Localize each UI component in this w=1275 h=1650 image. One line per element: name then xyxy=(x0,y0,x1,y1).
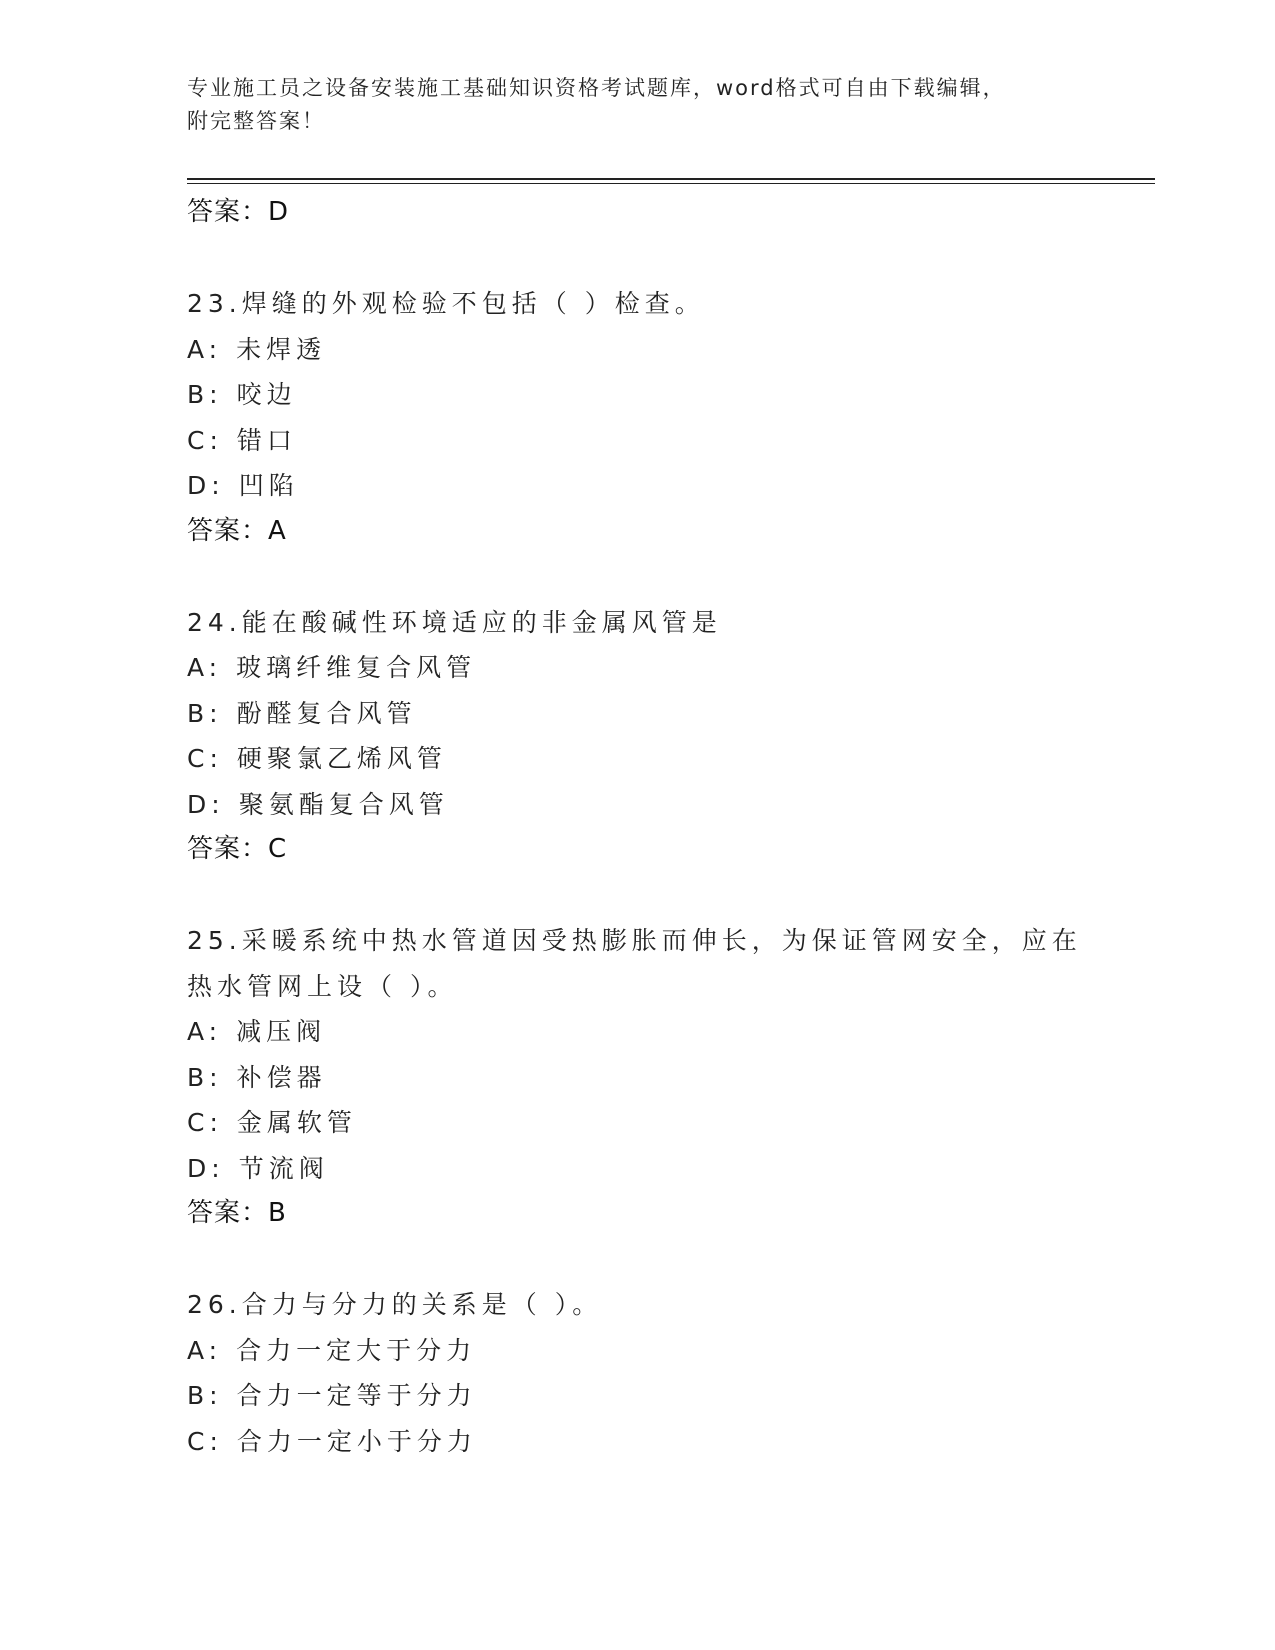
option-text: 合力一定大于分力 xyxy=(236,1335,477,1365)
option-label: B: xyxy=(187,1381,223,1410)
option-label: B: xyxy=(187,1062,223,1092)
option-label: D: xyxy=(187,1153,225,1183)
option-b xyxy=(187,691,1087,737)
option-text: 错口 xyxy=(236,425,297,455)
option-c xyxy=(187,1419,1087,1465)
option-d xyxy=(187,463,1087,509)
previous-answer: 答案：D xyxy=(187,197,290,227)
option-a xyxy=(187,645,1087,691)
option-text: 补偿器 xyxy=(236,1062,327,1092)
option-label: A: xyxy=(187,1335,223,1365)
option-c xyxy=(187,736,1087,782)
spacer xyxy=(187,1237,1087,1283)
question-24 xyxy=(187,600,1087,873)
option-text: 减压阀 xyxy=(236,1017,327,1046)
option-a xyxy=(187,327,1087,373)
question-stem: 26.合力与分力的关系是（ ）。 xyxy=(187,1290,603,1319)
spacer xyxy=(187,873,1087,919)
question-stem: 25.采暖系统中热水管道因受热膨胀而伸长，为保证管网安全，应在热水管网上设（ ）。 xyxy=(187,926,1082,1001)
option-a xyxy=(187,1328,1087,1374)
option-c xyxy=(187,1100,1087,1146)
option-text: 聚氨酯复合风管 xyxy=(238,789,449,819)
option-label: B: xyxy=(187,698,223,728)
option-label: D: xyxy=(187,789,225,819)
option-label: A: xyxy=(187,1017,223,1046)
question-23 xyxy=(187,281,1087,554)
option-text: 玻璃纤维复合风管 xyxy=(236,653,477,682)
option-b xyxy=(187,1055,1087,1101)
option-text: 酚醛复合风管 xyxy=(236,698,417,728)
option-b xyxy=(187,1373,1087,1419)
header-divider-thick xyxy=(187,178,1155,180)
option-d xyxy=(187,782,1087,828)
option-d xyxy=(187,1146,1087,1192)
option-label: A: xyxy=(187,653,223,682)
option-label: B: xyxy=(187,380,223,409)
option-text: 咬边 xyxy=(236,380,297,409)
answer: 答案：C xyxy=(187,834,288,864)
option-b xyxy=(187,372,1087,418)
option-c xyxy=(187,418,1087,464)
spacer xyxy=(187,236,1087,282)
option-text: 硬聚氯乙烯风管 xyxy=(236,744,447,773)
question-26 xyxy=(187,1282,1087,1464)
option-text: 凹陷 xyxy=(238,471,299,500)
option-label: C: xyxy=(187,1108,223,1137)
header-line-2: 附完整答案！ xyxy=(187,109,325,133)
question-list xyxy=(187,190,1087,1464)
option-text: 金属软管 xyxy=(236,1108,357,1137)
option-text: 合力一定等于分力 xyxy=(236,1381,477,1410)
question-stem: 24.能在酸碱性环境适应的非金属风管是 xyxy=(187,607,722,637)
question-25 xyxy=(187,918,1087,1237)
header-line-1: 专业施工员之设备安装施工基础知识资格考试题库，word格式可自由下载编辑， xyxy=(187,76,1006,100)
answer: 答案：A xyxy=(187,515,287,546)
option-label: C: xyxy=(187,744,223,773)
option-label: C: xyxy=(187,425,223,455)
answer: 答案：B xyxy=(187,1198,287,1228)
option-text: 未焊透 xyxy=(236,334,327,364)
option-text: 合力一定小于分力 xyxy=(236,1426,477,1456)
document-header xyxy=(187,72,1067,138)
option-label: C: xyxy=(187,1426,223,1456)
header-divider-thin xyxy=(187,183,1155,184)
option-label: D: xyxy=(187,471,225,500)
option-a xyxy=(187,1009,1087,1055)
question-stem: 23.焊缝的外观检验不包括（ ）检查。 xyxy=(187,289,705,318)
option-text: 节流阀 xyxy=(238,1153,329,1183)
option-label: A: xyxy=(187,334,223,364)
spacer xyxy=(187,554,1087,600)
